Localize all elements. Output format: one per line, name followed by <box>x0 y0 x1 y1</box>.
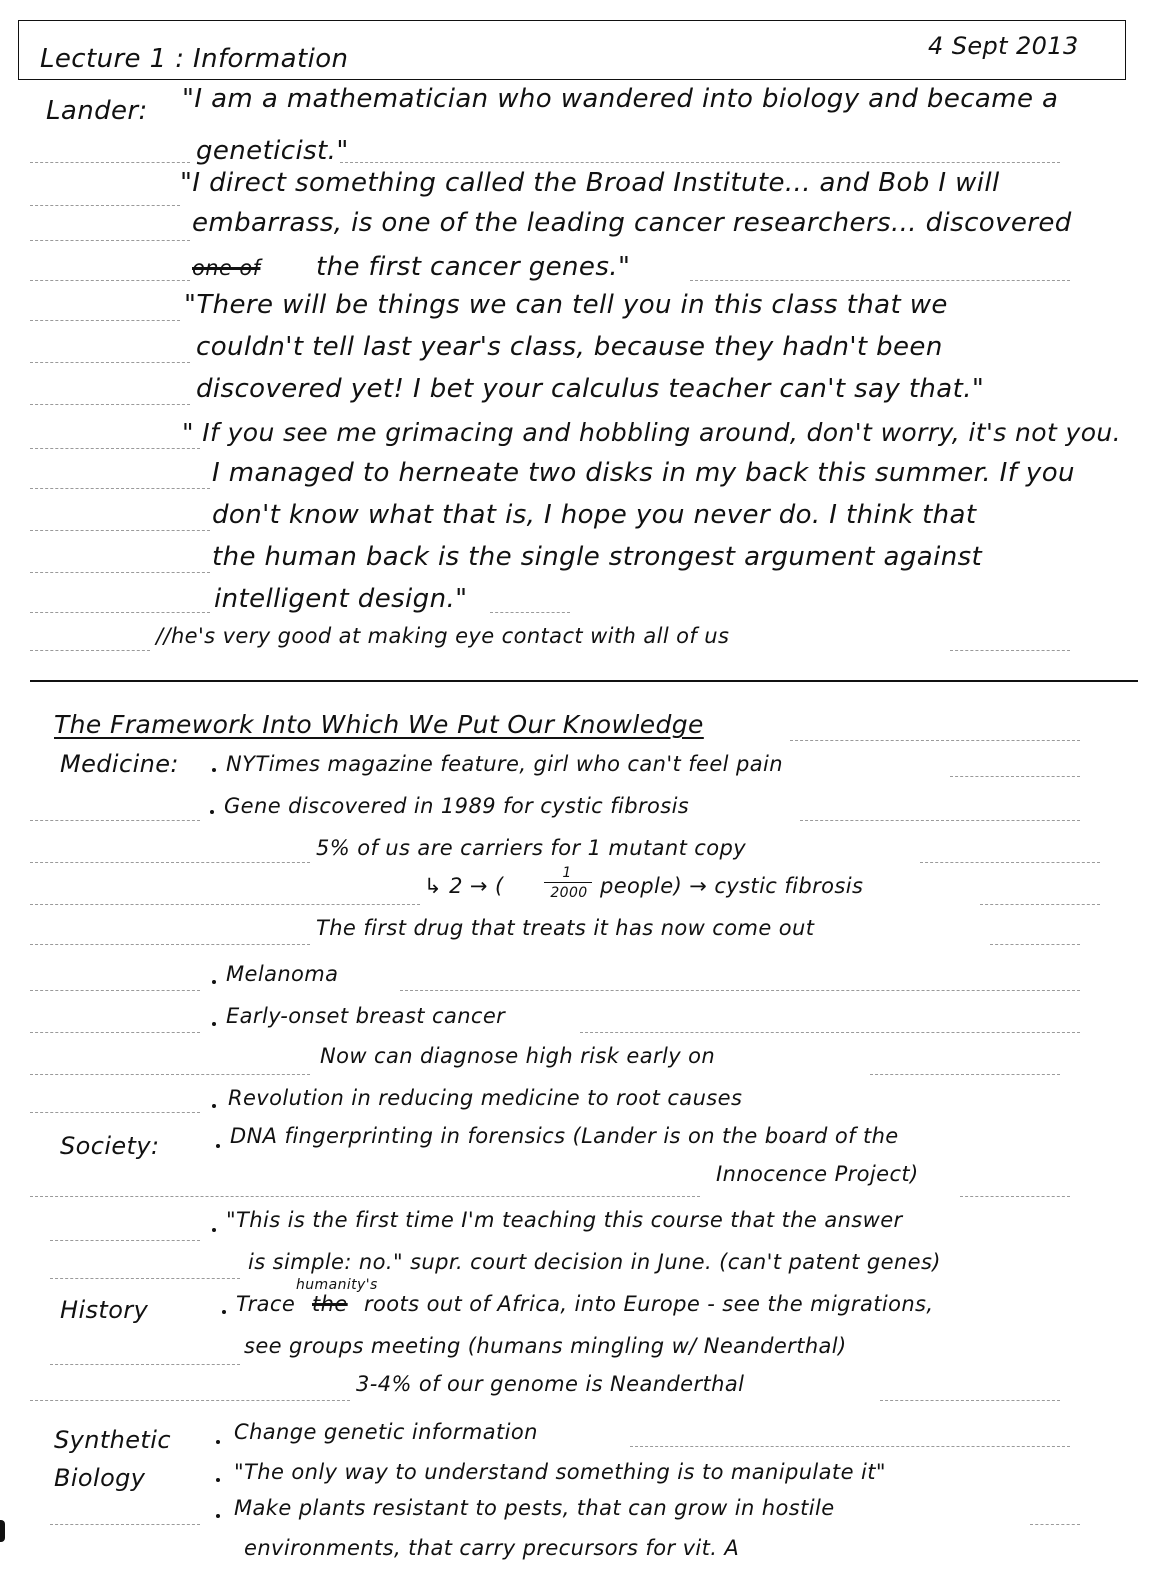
society-item-1: DNA fingerprinting in forensics (Lander is on the board of the <box>230 1124 899 1148</box>
odds-result: people) → cystic fibrosis <box>600 874 864 898</box>
history-item-1: roots out of Africa, into Europe - see the migrations, <box>364 1292 934 1316</box>
struck-text: one of <box>192 256 261 280</box>
lander-line-4: embarrass, is one of the leading cancer researchers... discovered <box>192 208 1072 238</box>
lander-line-6: "There will be things we can tell you in this class that we <box>184 290 948 320</box>
dash-filler <box>30 1196 700 1197</box>
medicine-item-4: Early-onset breast cancer <box>226 1004 506 1028</box>
lander-line-11: don't know what that is, I hope you never do. I think that <box>212 500 977 530</box>
synthbio-item-1: Change genetic information <box>234 1420 538 1444</box>
odds-arrow: ↳ 2 → ( <box>424 874 504 898</box>
dash-filler <box>800 820 1080 821</box>
society-label: Society: <box>60 1132 160 1160</box>
medicine-item-5: Revolution in reducing medicine to root causes <box>228 1086 743 1110</box>
lecture-date: 4 Sept 2013 <box>928 32 1079 60</box>
diagnose-note: Now can diagnose high risk early on <box>320 1044 716 1068</box>
medicine-item-2: Gene discovered in 1989 for cystic fibrosis <box>224 794 690 818</box>
history-item-1-start: Trace <box>236 1292 296 1316</box>
society-item-1-cont: Innocence Project) <box>716 1162 919 1186</box>
dash-filler <box>50 1364 240 1365</box>
fraction-bar <box>544 882 592 883</box>
first-drug-note: The first drug that treats it has now come out <box>316 916 815 940</box>
lander-label: Lander: <box>46 96 148 126</box>
history-label: History <box>60 1296 149 1324</box>
bullet <box>212 1022 216 1026</box>
dash-filler <box>580 1032 1080 1033</box>
bullet <box>212 1228 216 1232</box>
bullet <box>216 1144 220 1148</box>
dash-filler <box>50 1240 200 1241</box>
dash-filler <box>50 1278 240 1279</box>
dash-filler <box>960 1196 1070 1197</box>
lander-line-1: "I am a mathematician who wandered into biology and became a <box>182 84 1059 114</box>
dash-filler <box>30 240 190 241</box>
dash-filler <box>30 162 190 163</box>
lecture-title: Lecture 1 : Information <box>40 44 349 74</box>
biology-label: Biology <box>54 1464 146 1492</box>
dash-filler <box>30 820 200 821</box>
dash-filler <box>980 904 1100 905</box>
dash-filler <box>400 990 1080 991</box>
lander-line-10: I managed to herneate two disks in my back this summer. If you <box>212 458 1075 488</box>
medicine-item-1: NYTimes magazine feature, girl who can't feel pain <box>226 752 783 776</box>
section-divider <box>30 680 1138 682</box>
dash-filler <box>920 862 1100 863</box>
synthbio-item-3: Make plants resistant to pests, that can grow in hostile <box>234 1496 835 1520</box>
lander-line-3: "I direct something called the Broad Institute... and Bob I will <box>180 168 1000 198</box>
bullet <box>216 1514 220 1518</box>
insertion-note: humanity's <box>296 1277 378 1293</box>
dash-filler <box>30 280 190 281</box>
dash-filler <box>30 990 200 991</box>
dash-filler <box>880 1400 1060 1401</box>
dash-filler <box>340 162 1060 163</box>
society-item-2: "This is the first time I'm teaching this course that the answer <box>226 1208 903 1232</box>
bullet <box>212 1104 216 1108</box>
dash-filler <box>950 776 1080 777</box>
dash-filler <box>990 944 1080 945</box>
section-heading: The Framework Into Which We Put Our Knowledge <box>54 710 704 739</box>
dash-filler <box>30 650 150 651</box>
lander-line-8: discovered yet! I bet your calculus teacher can't say that." <box>196 374 985 404</box>
dash-filler <box>30 205 180 206</box>
dash-filler <box>1030 1524 1080 1525</box>
dash-filler <box>30 1032 200 1033</box>
bullet <box>212 980 216 984</box>
neanderthal-note: 3-4% of our genome is Neanderthal <box>356 1372 745 1396</box>
dash-filler <box>790 740 1080 741</box>
dash-filler <box>490 612 570 613</box>
struck-text: the <box>312 1292 348 1316</box>
synthbio-item-2: "The only way to understand something is to manipulate it" <box>234 1460 886 1484</box>
dash-filler <box>870 1074 1060 1075</box>
dash-filler <box>950 650 1070 651</box>
bullet <box>210 810 214 814</box>
dash-filler <box>30 904 420 905</box>
dash-filler <box>30 612 210 613</box>
synthbio-item-3-cont: environments, that carry precursors for vit. A <box>244 1536 740 1560</box>
lander-line-2: geneticist." <box>196 136 349 166</box>
dash-filler <box>30 320 180 321</box>
dash-filler <box>30 862 310 863</box>
dash-filler <box>690 280 1070 281</box>
dash-filler <box>30 1400 350 1401</box>
dash-filler <box>30 404 190 405</box>
dash-filler <box>30 362 190 363</box>
fraction-denominator: 2000 <box>550 885 588 901</box>
dash-filler <box>30 572 210 573</box>
dash-filler <box>30 1112 200 1113</box>
history-item-1-cont: see groups meeting (humans mingling w/ Neanderthal) <box>244 1334 847 1358</box>
bullet <box>222 1310 226 1314</box>
dash-filler <box>30 530 210 531</box>
lander-line-12: the human back is the single strongest argument against <box>212 542 983 572</box>
society-item-2-cont: is simple: no." supr. court decision in June. (can't patent genes) <box>248 1250 941 1274</box>
dash-filler <box>30 448 200 449</box>
lander-line-13: intelligent design." <box>214 584 468 614</box>
bullet <box>216 1478 220 1482</box>
dash-filler <box>50 1524 200 1525</box>
lander-note: //he's very good at making eye contact with all of us <box>156 624 730 648</box>
lander-line-5: the first cancer genes." <box>316 252 631 282</box>
bullet <box>212 768 216 772</box>
synthetic-label: Synthetic <box>54 1426 171 1454</box>
dash-filler <box>30 1074 310 1075</box>
medicine-item-3: Melanoma <box>226 962 339 986</box>
fraction-numerator: 1 <box>562 865 572 881</box>
bullet <box>216 1440 220 1444</box>
lander-line-7: couldn't tell last year's class, because they hadn't been <box>196 332 943 362</box>
lander-line-9: " If you see me grimacing and hobbling around, don't worry, it's not you. <box>182 418 1121 447</box>
dash-filler <box>630 1446 1070 1447</box>
dash-filler <box>30 944 310 945</box>
scan-edge-mark <box>0 1520 5 1542</box>
carriers-note: 5% of us are carriers for 1 mutant copy <box>316 836 747 860</box>
dash-filler <box>30 488 210 489</box>
medicine-label: Medicine: <box>60 750 179 778</box>
